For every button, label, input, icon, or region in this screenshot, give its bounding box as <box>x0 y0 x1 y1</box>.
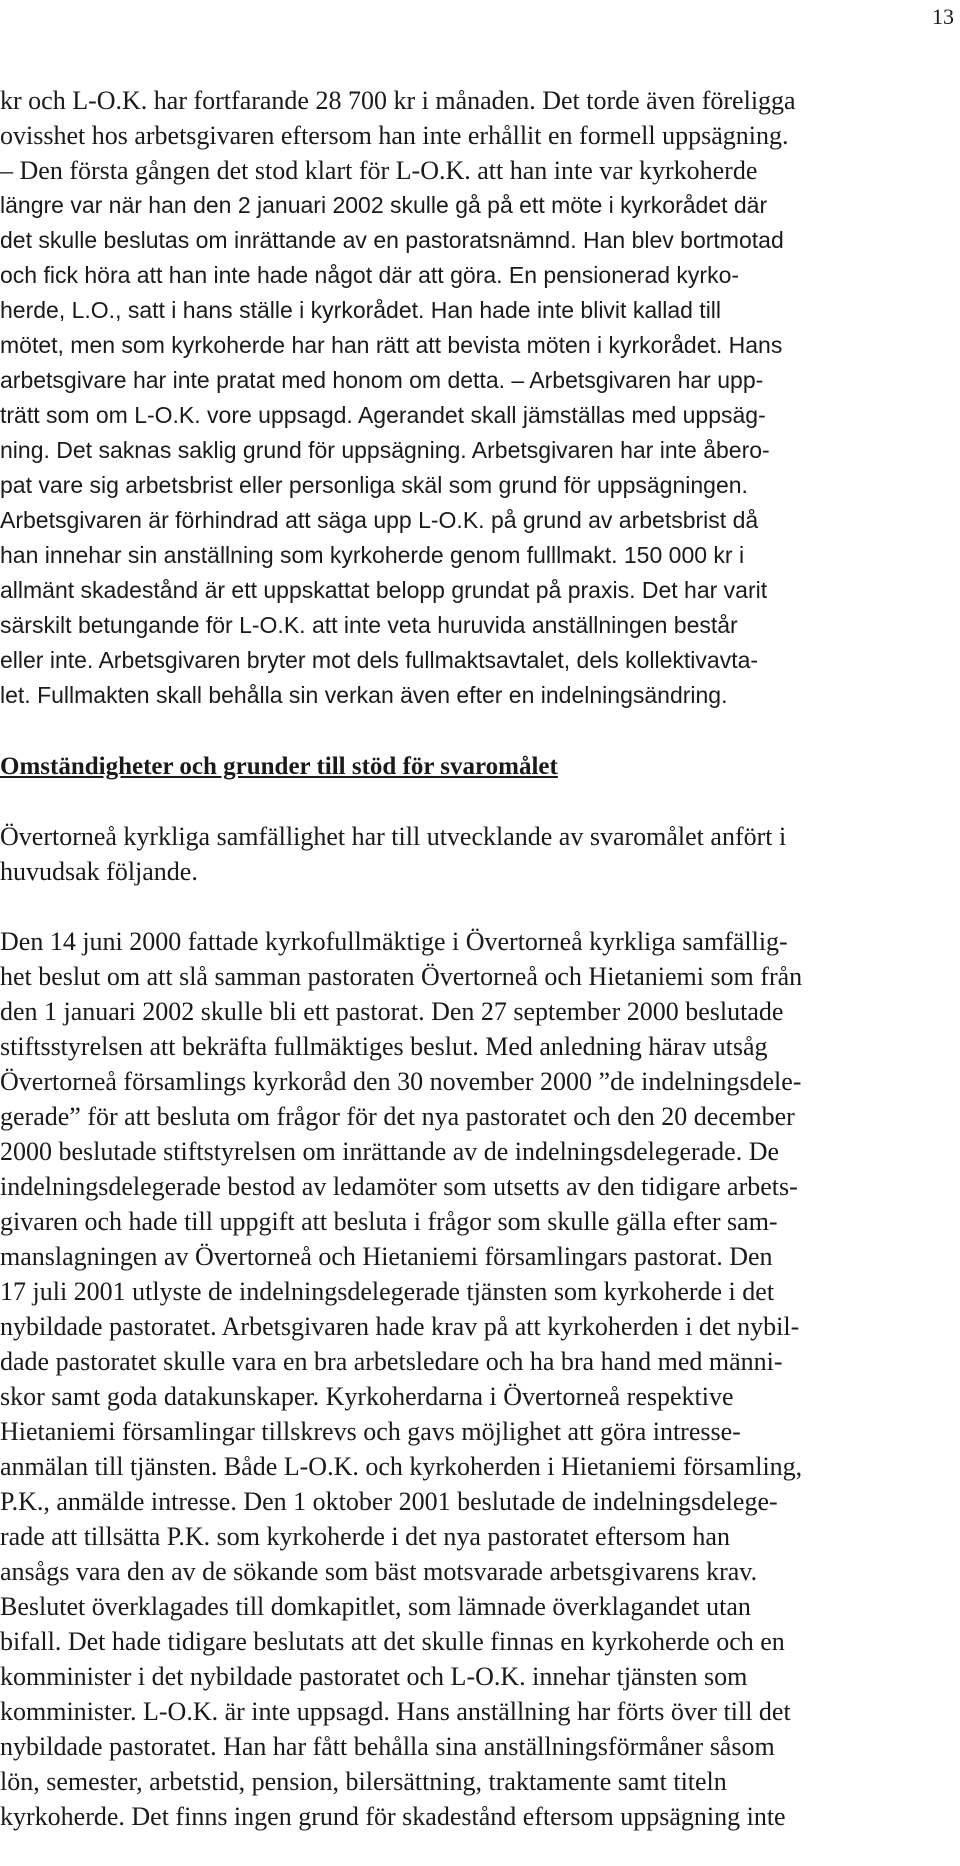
text-line: komminister. L-O.K. är inte uppsagd. Hans anställning har förts över till det <box>0 1697 791 1726</box>
text-line: 17 juli 2001 utlyste de indelningsdelegerade tjänsten som kyrkoherde i det <box>0 1277 775 1306</box>
text-line: eller inte. Arbetsgivaren bryter mot dels fullmaktsavtalet, dels kollektivavta- <box>0 647 759 673</box>
text-line: kr och L-O.K. har fortfarande 28 700 kr i månaden. Det torde även föreligga <box>0 86 796 115</box>
text-line: Övertorneå församlings kyrkoråd den 30 november 2000 ”de indelningsdele- <box>0 1067 802 1096</box>
intro-sans-block <box>0 188 955 713</box>
text-line: Beslutet överklagades till domkapitlet, som lämnade överklagandet utan <box>0 1592 751 1621</box>
document-body <box>0 83 955 1834</box>
text-line: ansågs vara den av de sökande som bäst motsvarade arbetsgivarens krav. <box>0 1557 758 1586</box>
text-line: 2000 beslutade stiftstyrelsen om inrättande av de indelningsdelegerade. De <box>0 1137 780 1166</box>
text-line: Övertorneå kyrkliga samfällighet har till utvecklande av svaromålet anfört i <box>0 822 787 851</box>
text-line: Arbetsgivaren är förhindrad att säga upp L-O.K. på grund av arbetsbrist då <box>0 507 759 533</box>
text-line: lön, semester, arbetstid, pension, bilersättning, traktamente samt titeln <box>0 1767 727 1796</box>
text-line: han innehar sin anställning som kyrkoherde genom fulllmakt. 150 000 kr i <box>0 542 745 568</box>
text-line: särskilt betungande för L-O.K. att inte veta huruvida anställningen består <box>0 612 738 638</box>
text-line: ovisshet hos arbetsgivaren eftersom han inte erhållit en formell uppsägning. <box>0 121 789 150</box>
intro-serif-block <box>0 83 955 188</box>
text-line: givaren och hade till uppgift att besluta i frågor som skulle gälla efter sam- <box>0 1207 778 1236</box>
text-line: P.K., anmälde intresse. Den 1 oktober 2001 beslutade de indelningsdelege- <box>0 1487 778 1516</box>
text-line: Hietaniemi församlingar tillskrevs och gavs möjlighet att göra intresse- <box>0 1417 741 1446</box>
text-line: anmälan till tjänsten. Både L-O.K. och kyrkoherden i Hietaniemi församling, <box>0 1452 803 1481</box>
text-line: och fick höra att han inte hade något där att göra. En pensionerad kyrko- <box>0 262 740 288</box>
text-line: ning. Det saknas saklig grund för uppsägning. Arbetsgivaren har inte åbero- <box>0 437 770 463</box>
page-number: 13 <box>932 4 954 29</box>
text-line: manslagningen av Övertorneå och Hietaniemi församlingars pastorat. Den <box>0 1242 773 1271</box>
text-line: längre var när han den 2 januari 2002 skulle gå på ett möte i kyrkorådet där <box>0 192 768 218</box>
text-line: skor samt goda datakunskaper. Kyrkoherdarna i Övertorneå respektive <box>0 1382 734 1411</box>
text-line: det skulle beslutas om inrättande av en pastoratsnämnd. Han blev bortmotad <box>0 227 784 253</box>
text-line: rade att tillsätta P.K. som kyrkoherde i det nya pastoratet eftersom han <box>0 1522 730 1551</box>
text-line: het beslut om att slå samman pastoraten Övertorneå och Hietaniemi som från <box>0 962 803 991</box>
text-line: herde, L.O., satt i hans ställe i kyrkorådet. Han hade inte blivit kallad till <box>0 297 722 323</box>
text-line: trätt som om L-O.K. vore uppsagd. Agerandet skall jämställas med uppsäg- <box>0 402 766 428</box>
text-line: mötet, men som kyrkoherde har han rätt att bevista möten i kyrkorådet. Hans <box>0 332 783 358</box>
intro-paragraph <box>0 83 955 713</box>
text-line: – Den första gången det stod klart för L-O.K. att han inte var kyrkoherde <box>0 156 758 185</box>
paragraph-background <box>0 924 955 1834</box>
text-line: allmänt skadestånd är ett uppskattat belopp grundat på praxis. Det har varit <box>0 577 768 603</box>
text-line: komminister i det nybildade pastoratet och L-O.K. innehar tjänsten som <box>0 1662 748 1691</box>
text-line: pat vare sig arbetsbrist eller personliga skäl som grund för uppsägningen. <box>0 472 748 498</box>
text-line: let. Fullmakten skall behålla sin verkan även efter en indelningsändring. <box>0 682 728 708</box>
text-line: huvudsak följande. <box>0 857 198 886</box>
text-line: nybildade pastoratet. Arbetsgivaren hade krav på att kyrkoherden i det nybil- <box>0 1312 800 1341</box>
text-line: stiftsstyrelsen att bekräfta fullmäktiges beslut. Med anledning härav utsåg <box>0 1032 768 1061</box>
text-line: dade pastoratet skulle vara en bra arbetsledare och ha bra hand med männi- <box>0 1347 783 1376</box>
text-line: indelningsdelegerade bestod av ledamöter som utsetts av den tidigare arbets- <box>0 1172 798 1201</box>
text-line: arbetsgivare har inte pratat med honom om detta. – Arbetsgivaren har upp- <box>0 367 764 393</box>
paragraph-summary <box>0 819 955 889</box>
text-line: kyrkoherde. Det finns ingen grund för skadestånd eftersom uppsägning inte <box>0 1802 786 1831</box>
text-line: Den 14 juni 2000 fattade kyrkofullmäktige i Övertorneå kyrkliga samfällig- <box>0 927 788 956</box>
text-line: nybildade pastoratet. Han har fått behålla sina anställningsförmåner såsom <box>0 1732 775 1761</box>
text-line: bifall. Det hade tidigare beslutats att det skulle finnas en kyrkoherde och en <box>0 1627 785 1656</box>
text-line: den 1 januari 2002 skulle bli ett pastorat. Den 27 september 2000 beslutade <box>0 997 784 1026</box>
section-heading: Omständigheter och grunder till stöd för svaromålet <box>0 753 558 780</box>
text-line: gerade” för att besluta om frågor för det nya pastoratet och den 20 december <box>0 1102 795 1131</box>
